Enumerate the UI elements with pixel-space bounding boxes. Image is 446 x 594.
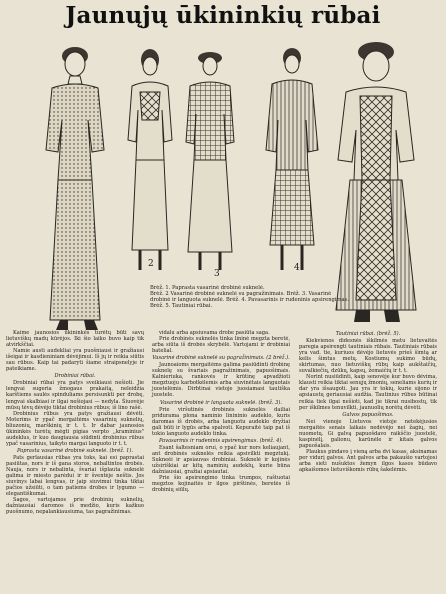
paragraph: Jaunoaioms mergaitėms galima pasiūdinti drobinę suknelę su švariais pagražinimais, papuošimais. Kalnieriuka, rankovės ir krūtinę apvadžioti megztuoju karbotkėlemis arba siuvinėtais languotais juostelėmis. Dirbtinai vietoje juosiamasi tautiška juostele. (152, 362, 290, 399)
caption-line-1: Brėž. 1. Paprasta vasarinė drobinė suknelė. (150, 285, 265, 291)
figure-2-drawing (128, 49, 172, 270)
paragraph: Drobinius rūbus yra patys gražiausi dėvėti. Moterims ir ypač mergaitėms vasarinių suknelių, bliuzonių, marškinių ir t. t. Ir dabar jaunosios ūkininkės turėtų mėgti pigias verpto ,,kraminius" audeklus, ir kuo daugiausia siūdinti drobinius rūbus ypač vasarinius, taikyto margai languoto ir t. t. (6, 410, 144, 447)
section-heading: Tautiniai rūbai. (brėž. 5). (335, 331, 401, 337)
paragraph: Esant šaltesniam orui, o ypač kur nors keliaujant, ant drobinės suknelės reikia apsivilkti megztukį. Sukneėi ir apsiauvas drobiniai. Suknelė ir kojinės užsiriškiai ar kitų naminių audeklų, kurie būna dažniausiai, gražiai apsiautai. (152, 444, 290, 476)
text-column-3 (299, 330, 437, 473)
section-heading: Vasarinė drobinė suknelė su pagražinimais. (2 brėž.). (152, 355, 290, 362)
section-heading: Pavasarinis ir rudeninis apsirengimas. (brėž. 4). (158, 437, 284, 444)
section-heading: Vasarinė drobinė ir languota suknelė. (brėž. 3). (159, 399, 282, 406)
article-title: Jaunųjų ūkininkių rūbai (65, 2, 381, 29)
figure-5-drawing (336, 42, 416, 322)
figure-number-2: 2 (148, 259, 154, 269)
paragraph: vidalu arba apsiuvama drobe pasiūta saga. (159, 330, 270, 336)
caption-line-2: Brėž. 2 Vasarinė drobinė suknelė su pagražinimais. Brėž. 3. Vasarinė drobinė ir languota suknelė. Brėž. 4. Pavasarinis ir rudeninis apsirengimas. Brėž. 5. Tautiniai rūbai. (150, 291, 349, 310)
paragraph: Prie viršutinės drobinės suknelės dailiai pridurama plona naminio linininio audeklo, kuris daromas iš drobės, arba languotu audeklo dryžiai gali būti ir lygūs arba spalvoti. Kepuraitė taip pat iš tokio languoto audeklo tinka. (152, 406, 290, 437)
paragraph: Prie šio apsirengimo tinka trumpos, raštuotai megztos kojinaitės ir ilgos pirštinės, beretės iš drobinių siūlų. (152, 475, 290, 494)
text-column-2 (152, 330, 290, 493)
section-heading: Drobiniai rūbai. (54, 373, 96, 380)
paragraph: Sagos, vartojamos prie drobinių suknelių, dažniausiai daromos iš medžio, kuris kažkuo puošnumo, nepalankiausiuma, tas pagražinimas. (6, 497, 144, 516)
paragraph: Prie drobinės suknelės tinka lininė megzta beretė, arba siūta iš drobės skrybėlė. Vartojami ir drobiniai batelial. (152, 336, 290, 355)
figure-number-3: 3 (214, 269, 220, 279)
paragraph: Nei vienoje Lietuvos vietoje netekėjusios mergaitės senais laikais nedėvėjo nei žagių, nei nuometų. Gi galvą papuošdavo raikščio juostelė, kaspinėlį, galionu, karūnėle ir kitais galvos papuošalais. (299, 418, 437, 449)
figure-3-drawing (186, 52, 234, 270)
figure-number-4: 4 (294, 263, 300, 273)
section-heading: Galvos papuošimas. (342, 411, 394, 418)
figure-1-drawing (46, 47, 104, 330)
figure-4-drawing (266, 48, 318, 270)
paragraph: Pats gerlausias rūbas yra toks, kai esi paprastai pasiūtas, nors ir iš gana storos, nebaltintos drobės. Nauja, nors ir nebalinta, švariai išplauta suknelė galima ir miesto parėdui ir ir šventėje neštis. Jos siuvinys labai lengvas, ir jaip siuvimui tinka tiktai pačios užsiūti, o tam patiems drobes ir lygumo — elegantiškumai. (6, 454, 144, 498)
paragraph: Kaime jaunosios ūkininkės turėtų būti savų lietuviškų madų kūrėjos. Iki šio laiko buvo kaip tik atvirkščiai. (6, 330, 144, 349)
paragraph: Plaukus pindavo į vieną arba dvi kasas, aksinamas per vidurį galvos. Ant galvos arba pakaušio vartojosi arba sieti nušuktos žemyn ilgos kasos būdavo apkaišomos lietuviškomis rūbų šakelėmis. (299, 448, 437, 474)
paragraph: Norint nusiūdinti, kaip senovėje kur buvo dėvima, klausti reikia tiktai senųjų žmonių, seneliams kurių ir dar yra išsaugoti. Jau yra ir tokių, kurie sijono ir apsiaustų geriausiai audžia. Tautinius rūbus būtinai reikia tiek ilgai nešioti, kad jie tikrai nusibostų, tik per iškilmes tenuvilkti, jaunuolių norėtų dėvėti. (299, 374, 437, 411)
figure-caption (150, 285, 350, 309)
paragraph: Kiekvienos didesnės iškilmės metu lietuvaitės paregia apsirengti tautiniais rūbais. Tautiniais rūbais yra vad. tie, kuriuos dėvėjo lietuvės prieš šimtą ar kelis šimtus metų. Kostiumų sukimo būdų, skirtumas, nuo lietuviškų rūbų kaip aukštaičių, suvalkiečių, dzūkų, kapsų, žemaičių ir t. t. (299, 338, 437, 375)
paragraph: Namie austi audekliai yra puošniausi ir gražiausi išeigai ir kasdieniniam dėvėjimui. Iš jų ir reikia siūtis sau rūbus. Kaip tai padaryti šiame straipsnelyje ir pateikiame. (6, 348, 144, 373)
paragraph: Drobiniai rūbai yra patys sveikiausi nešioti. Jie lengvai sugeria žmogaus prakaitą, neleidžia karštiems saulės spinduliams persisunkti per drobę, lengvai skalbiasi ir ilgai nešiojasi — nedyla. Šiuovėje mūsų tėvų dėvėjo tiktai drobinius rūbus; iš lino rašė. (6, 380, 144, 411)
section-heading: Paprasta vasarinė drobinė suknelė. (brėž. 1). (16, 447, 134, 454)
text-column-1 (6, 330, 144, 515)
